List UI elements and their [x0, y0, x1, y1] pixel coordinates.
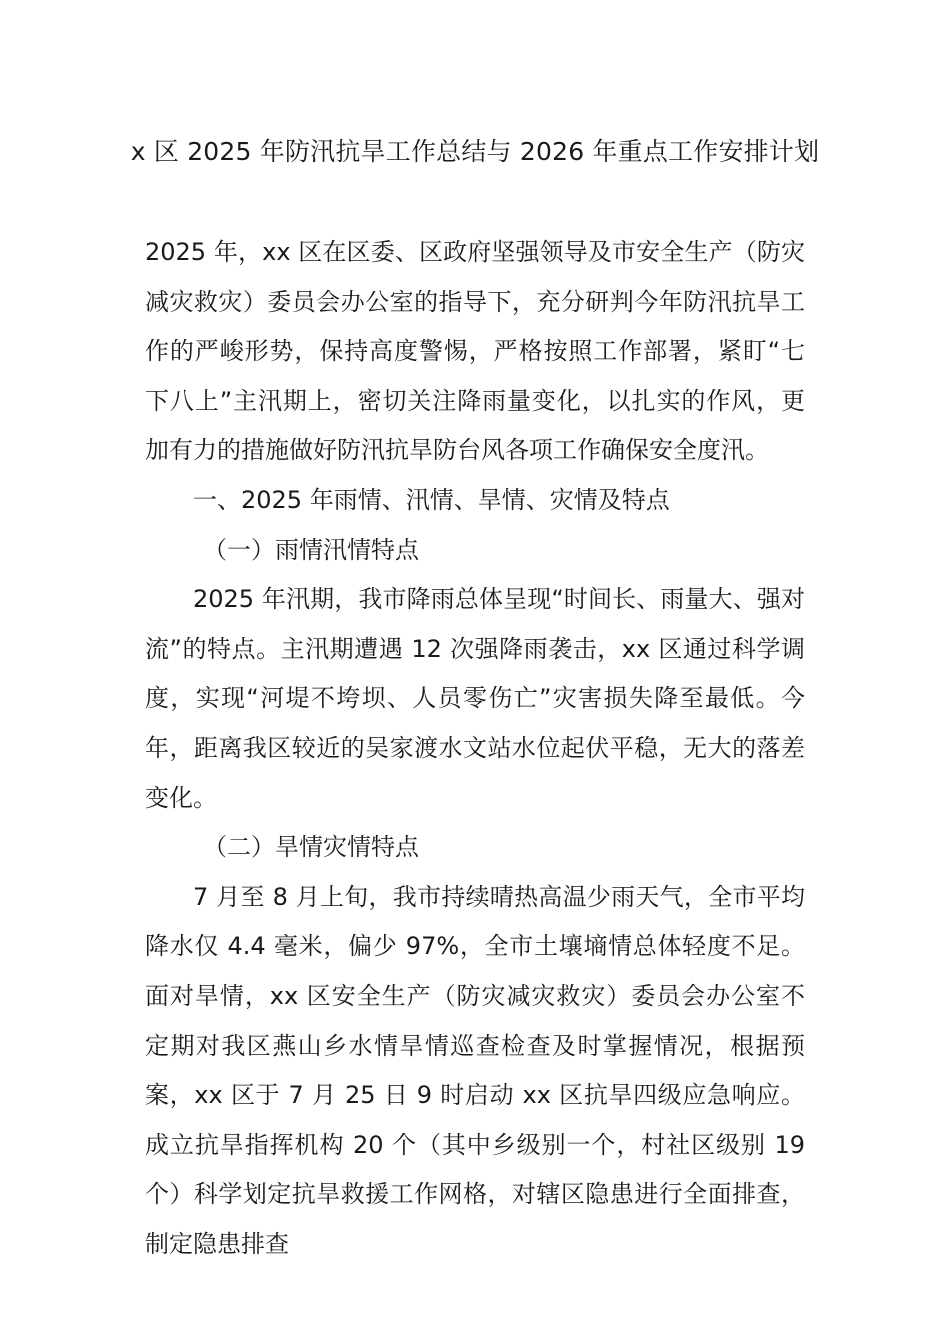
subsection-heading: （一）雨情汛情特点: [203, 535, 419, 564]
body-paragraph: 7 月至 8 月上旬，我市持续晴热高温少雨天气，全市平均降水仅 4.4 毫米，偏少 97%，全市土壤墒情总体轻度不足。面对旱情，xx 区安全生产（防灾减灾救灾）委员会办公室不定期对我区燕山乡水情旱情巡查检查及时掌握情况，根据预案，xx 区于 7 月 25 日 9 时启动 xx 区抗旱四级应急响应。成立抗旱指挥机构 20 个（其中乡级别一个，村社区级别 19 个）科学划定抗旱救援工作网格，对辖区隐患进行全面排查，制定隐患排查: [145, 882, 805, 1258]
subsection-heading: （二）旱情灾情特点: [203, 833, 419, 862]
body-paragraph: 2025 年汛期，我市降雨总体呈现“时间长、雨量大、强对流”的特点。主汛期遭遇 12 次强降雨袭击，xx 区通过科学调度，实现“河堤不垮坝、人员零伤亡”灾害损失降至最低。今年，距离我区较近的吴家渡水文站水位起伏平稳，无大的落差变化。: [145, 585, 805, 812]
section-heading: 一、2025 年雨情、汛情、旱情、灾情及特点: [193, 485, 670, 514]
intro-paragraph: 2025 年，xx 区在区委、区政府坚强领导及市安全生产（防灾减灾救灾）委员会办公室的指导下，充分研判今年防汛抗旱工作的严峻形势，保持高度警惕，严格按照工作部署，紧盯“七下八上”主汛期上，密切关注降雨量变化，以扎实的作风，更加有力的措施做好防汛抗旱防台风各项工作确保安全度汛。: [145, 238, 805, 465]
document-title: x 区 2025 年防汛抗旱工作总结与 2026 年重点工作安排计划: [130, 137, 820, 166]
document-body: [145, 228, 805, 1269]
